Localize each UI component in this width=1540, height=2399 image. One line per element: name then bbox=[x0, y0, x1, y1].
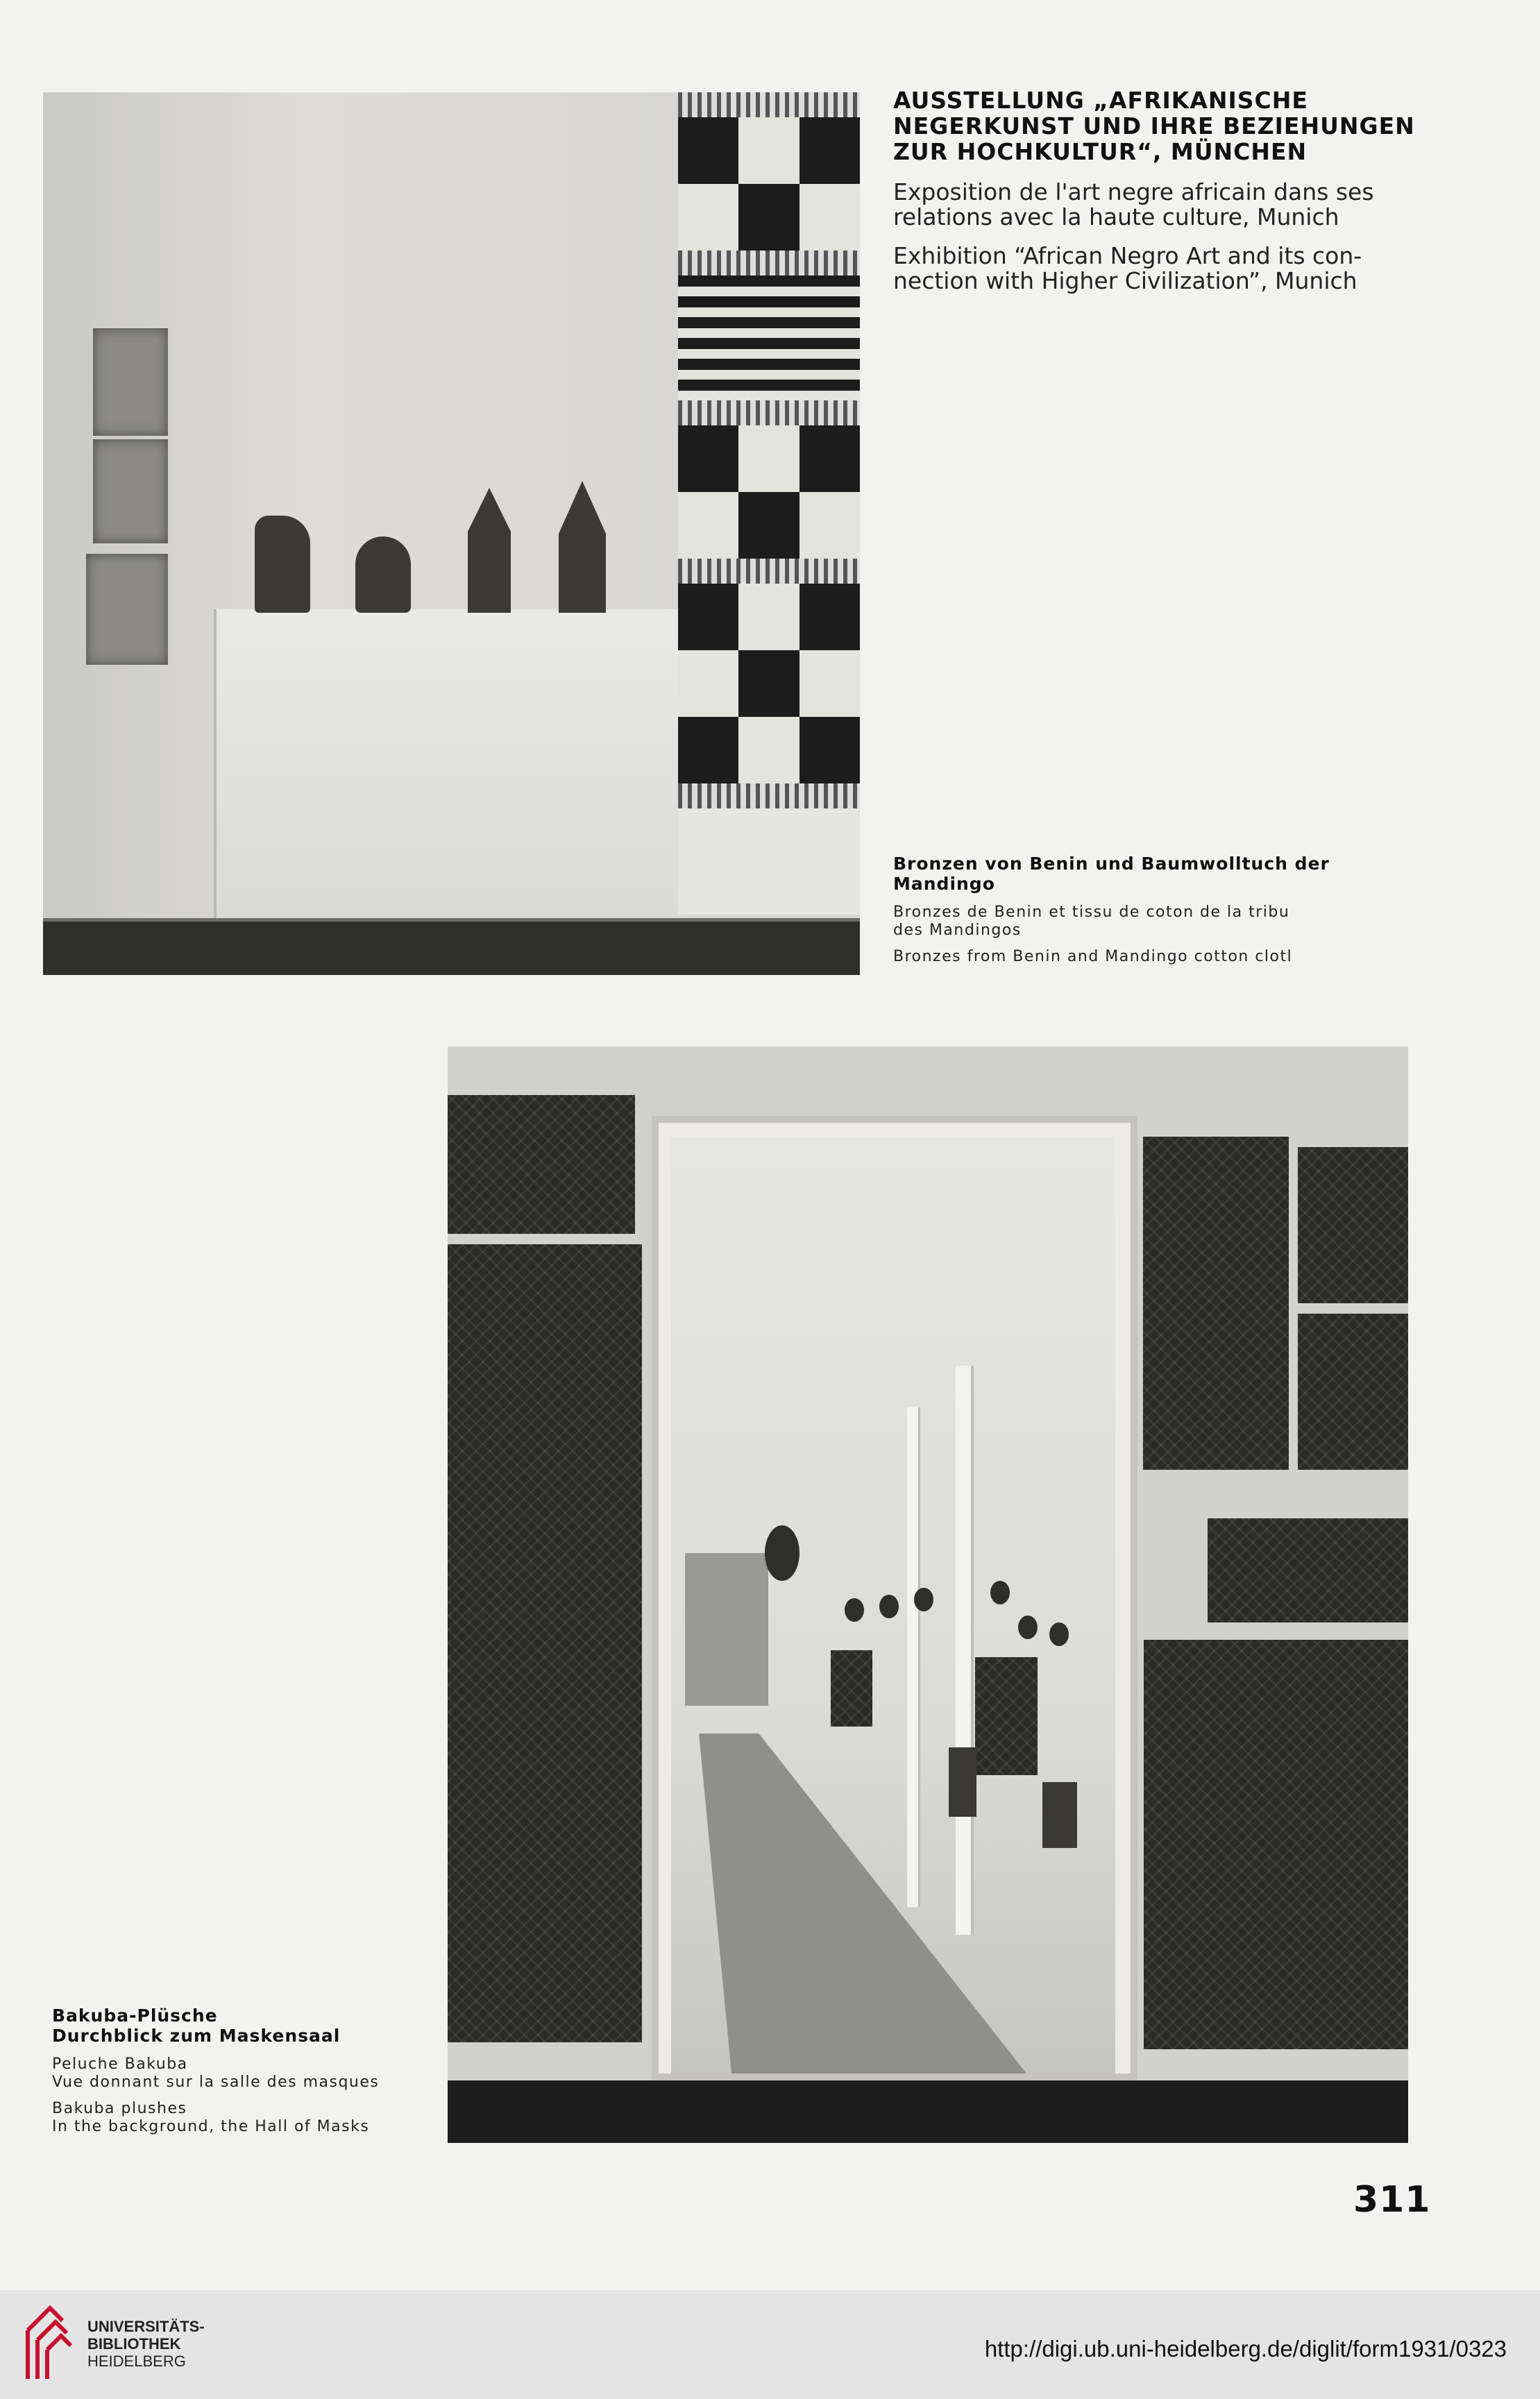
bakuba-plush bbox=[1208, 1518, 1408, 1622]
photo-benin-bronzes bbox=[43, 92, 860, 975]
caption-bakuba-english bbox=[52, 2100, 441, 2136]
cloth-band bbox=[678, 559, 860, 584]
caption-line: Durchblick zum Maskensaal bbox=[52, 2026, 341, 2046]
heading-english-line: Exhibition “African Negro Art and its con- bbox=[893, 242, 1362, 269]
bakuba-plush bbox=[448, 1244, 642, 2042]
caption-line: Vue donnant sur la salle des masques bbox=[52, 2074, 380, 2091]
caption-line: Bronzen von Benin und Baumwolltuch der bbox=[893, 854, 1330, 874]
mask bbox=[1049, 1622, 1069, 1646]
bronze-plaque bbox=[93, 328, 168, 436]
cloth-band bbox=[678, 251, 860, 275]
mandingo-cloth bbox=[678, 92, 860, 915]
caption-line: des Mandingos bbox=[893, 922, 1022, 939]
photo-floor bbox=[43, 922, 860, 975]
bronze-plaque bbox=[93, 439, 168, 543]
stool bbox=[1042, 1782, 1077, 1848]
bronze-vessel bbox=[355, 536, 411, 613]
mask bbox=[765, 1525, 799, 1581]
caption-bakuba-french bbox=[52, 2055, 441, 2092]
library-name-line: BIBLIOTHEK bbox=[87, 2335, 181, 2353]
hall-mat bbox=[831, 1650, 872, 1727]
heading-title-line: ZUR HOCHKULTUR“, MÜNCHEN bbox=[893, 138, 1308, 165]
heading-title-line: NEGERKUNST UND IHRE BEZIEHUNGEN bbox=[893, 112, 1415, 139]
bronze-plaque bbox=[86, 554, 168, 665]
caption-benin-french bbox=[893, 904, 1379, 940]
mask bbox=[1018, 1616, 1038, 1639]
photo-floor bbox=[448, 2080, 1408, 2143]
heading-french-line: relations avec la haute culture, Munich bbox=[893, 203, 1339, 230]
library-name-line: HEIDELBERG bbox=[87, 2353, 186, 2370]
cloth-band bbox=[678, 400, 860, 425]
caption-benin-english bbox=[893, 948, 1379, 966]
stool bbox=[949, 1747, 976, 1817]
hall-mat bbox=[975, 1657, 1038, 1775]
university-library-logo-icon bbox=[21, 2303, 79, 2384]
caption-line: Mandingo bbox=[893, 874, 995, 894]
bakuba-plush bbox=[448, 1095, 635, 1234]
library-name bbox=[87, 2318, 205, 2370]
cloth-stripes bbox=[678, 275, 860, 400]
caption-line: Bronzes from Benin and Mandingo cotton clotl bbox=[893, 948, 1293, 965]
heading-english bbox=[893, 244, 1421, 294]
mask bbox=[990, 1581, 1010, 1604]
caption-line: Peluche Bakuba bbox=[52, 2055, 188, 2073]
hall-pillar bbox=[956, 1366, 971, 1935]
hall-far-doorway bbox=[685, 1553, 768, 1706]
caption-line: In the background, the Hall of Masks bbox=[52, 2118, 370, 2135]
bakuba-plush bbox=[1143, 1137, 1289, 1470]
cloth-band bbox=[678, 783, 860, 808]
hall-runner-carpet bbox=[699, 1733, 1032, 2074]
caption-line: Bakuba plushes bbox=[52, 2100, 187, 2117]
article-heading bbox=[893, 87, 1421, 307]
library-name-line: UNIVERSITÄTS- bbox=[87, 2318, 205, 2335]
mask bbox=[914, 1588, 933, 1611]
bronze-horse-rider bbox=[255, 516, 310, 613]
mask bbox=[879, 1595, 899, 1618]
heading-english-line: nection with Higher Civilization”, Munich bbox=[893, 267, 1357, 294]
hall-of-masks-view bbox=[671, 1137, 1115, 2074]
heading-french bbox=[893, 180, 1421, 230]
heading-title-line: AUSSTELLUNG „AFRIKANISCHE bbox=[893, 87, 1308, 114]
bakuba-plush bbox=[1144, 1640, 1408, 2049]
heading-french-line: Exposition de l'art negre africain dans ses bbox=[893, 178, 1374, 205]
mask bbox=[845, 1598, 864, 1622]
display-plinth bbox=[217, 609, 688, 935]
bakuba-plush bbox=[1298, 1314, 1408, 1470]
heading-title bbox=[893, 87, 1421, 164]
caption-benin-title bbox=[893, 854, 1379, 894]
cloth-band bbox=[678, 92, 860, 117]
caption-line: Bakuba-Plüsche bbox=[52, 2006, 218, 2026]
source-url-link[interactable]: http://digi.ub.uni-heidelberg.de/diglit/form1931/0323 bbox=[984, 2336, 1507, 2362]
photo-bakuba-plushes bbox=[448, 1046, 1408, 2143]
caption-bakuba-title bbox=[52, 2006, 441, 2046]
bakuba-plush bbox=[1298, 1147, 1408, 1303]
hall-pillar bbox=[907, 1407, 918, 1907]
caption-benin bbox=[893, 854, 1379, 974]
caption-line: Bronzes de Benin et tissu de coton de la tribu bbox=[893, 904, 1290, 921]
caption-bakuba bbox=[52, 2006, 441, 2144]
page-number: 311 bbox=[1353, 2179, 1431, 2221]
